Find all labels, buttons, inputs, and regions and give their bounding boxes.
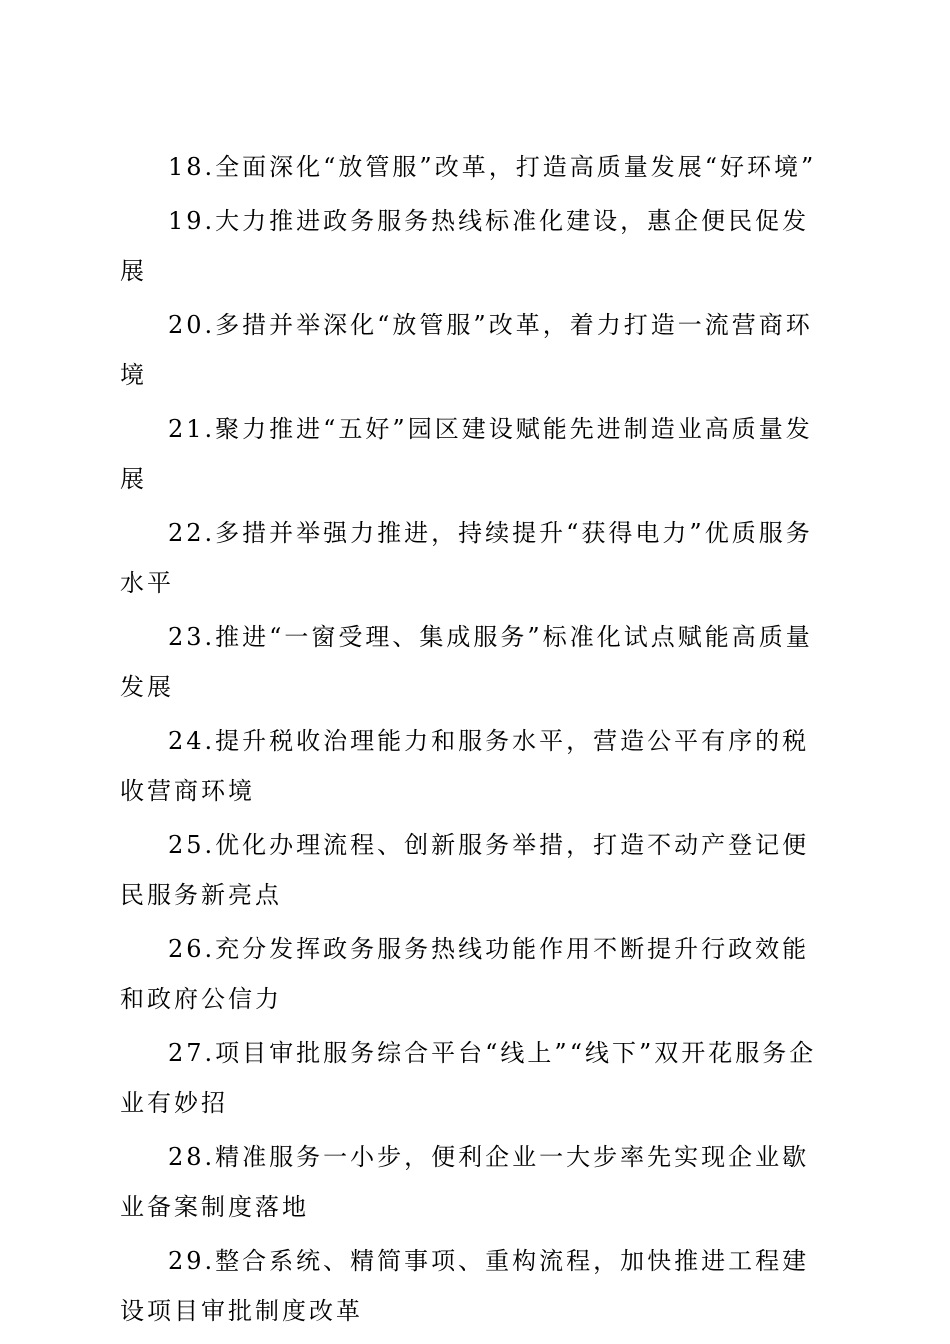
list-item-26: 26.充分发挥政务服务热线功能作用不断提升行政效能和政府公信力 bbox=[120, 935, 810, 1013]
title-list bbox=[120, 142, 824, 1340]
list-item-18: 18.全面深化“放管服”改革，打造高质量发展“好环境” bbox=[168, 153, 817, 181]
list-item-20: 20.多措并举深化“放管服”改革，着力打造一流营商环境 bbox=[120, 311, 813, 389]
list-item-29: 29.整合系统、精简事项、重构流程，加快推进工程建设项目审批制度改革 bbox=[120, 1247, 810, 1325]
list-item-23: 23.推进“一窗受理、集成服务”标准化试点赋能高质量发展 bbox=[120, 623, 813, 701]
list-item-28: 28.精准服务一小步，便利企业一大步率先实现企业歇业备案制度落地 bbox=[120, 1143, 810, 1221]
list-item-21: 21.聚力推进“五好”园区建设赋能先进制造业高质量发展 bbox=[120, 415, 813, 493]
list-item-25: 25.优化办理流程、创新服务举措，打造不动产登记便民服务新亮点 bbox=[120, 831, 810, 909]
list-item-19: 19.大力推进政务服务热线标准化建设，惠企便民促发展 bbox=[120, 207, 810, 285]
list-item-22: 22.多措并举强力推进，持续提升“获得电力”优质服务水平 bbox=[120, 519, 813, 597]
list-item-24: 24.提升税收治理能力和服务水平，营造公平有序的税收营商环境 bbox=[120, 727, 810, 805]
list-item-27: 27.项目审批服务综合平台“线上”“线下”双开花服务企业有妙招 bbox=[120, 1039, 817, 1117]
